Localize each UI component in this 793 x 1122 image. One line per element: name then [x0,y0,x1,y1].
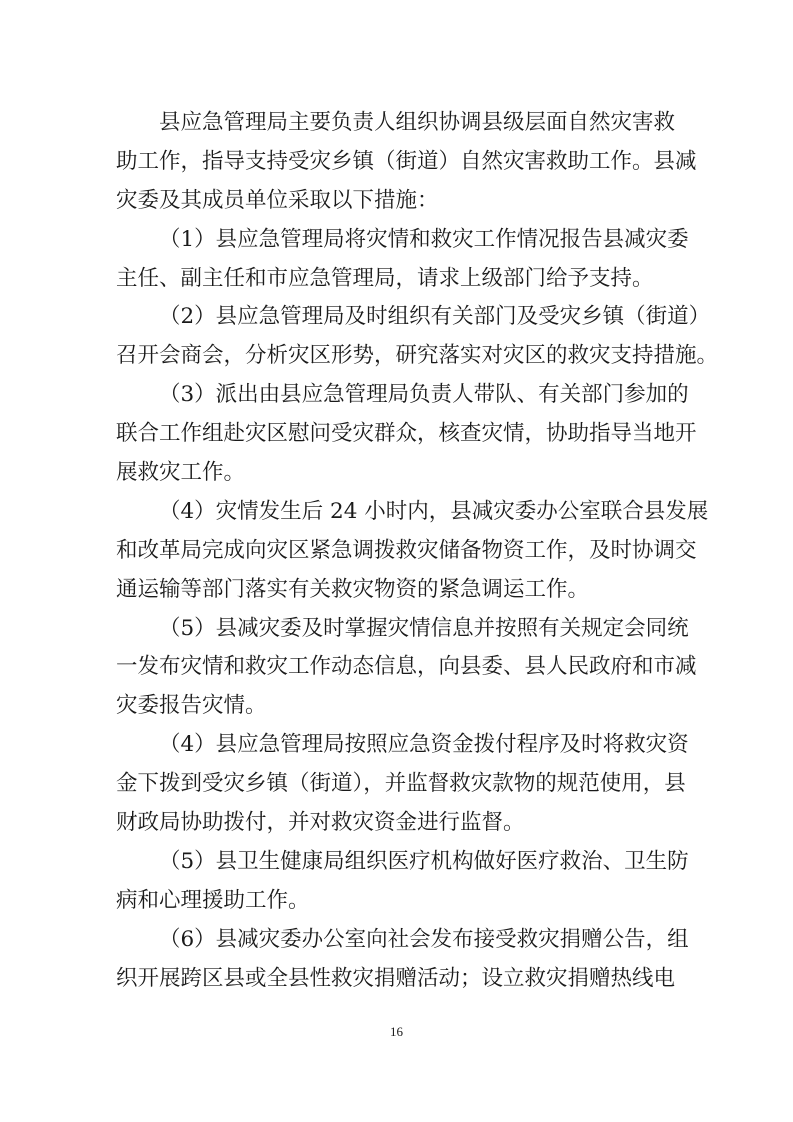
text-line: （6）县减灾委办公室向社会发布接受救灾捐赠公告，组 [159,926,689,952]
text-line: （5）县卫生健康局组织医疗机构做好医疗救治、卫生防 [159,848,689,874]
text-line: 联合工作组赴灾区慰问受灾群众，核查灾情，协助指导当地开 [116,421,697,447]
text-line: （1）县应急管理局将灾情和救灾工作情况报告县减灾委 [159,226,689,252]
paragraph-measure-3 [116,376,697,493]
text-line: 召开会商会，分析灾区形势，研究落实对灾区的救灾支持措施。 [116,343,719,369]
text-line: 灾委报告灾情。 [116,693,267,719]
text-line: 病和心理援助工作。 [116,887,310,913]
text-line: 灾委及其成员单位采取以下措施： [116,187,439,213]
text-line: 和改革局完成向灾区紧急调拨救灾储备物资工作，及时协调交 [116,537,697,563]
paragraph-measure-6 [116,921,689,999]
paragraph-measure-5b [116,843,689,921]
text-line: 助工作，指导支持受灾乡镇（街道）自然灾害救助工作。县减 [116,148,697,174]
text-line: （2）县应急管理局及时组织有关部门及受灾乡镇（街道） [159,304,711,330]
text-line: 通运输等部门落实有关救灾物资的紧急调运工作。 [116,576,590,602]
text-line: 县应急管理局主要负责人组织协调县级层面自然灾害救 [159,110,676,135]
text-line: 一发布灾情和救灾工作动态信息，向县委、县人民政府和市减 [116,654,697,680]
text-line: 主任、副主任和市应急管理局，请求上级部门给予支持。 [116,265,654,291]
paragraph-measure-1 [116,221,689,299]
text-line: （3）派出由县应急管理局负责人带队、有关部门参加的 [159,382,689,408]
text-line: 展救灾工作。 [116,460,246,486]
text-line: （4）县应急管理局按照应急资金拨付程序及时将救灾资 [159,732,689,758]
page-number: 16 [390,1024,403,1039]
paragraph-measure-2 [116,298,719,376]
text-line: 金下拨到受灾乡镇（街道），并监督救灾款物的规范使用，县 [116,771,686,797]
body-text [116,104,719,998]
paragraph-measure-4b [116,726,689,843]
paragraph-measure-4 [116,493,709,610]
text-line: 织开展跨区县或全县性救灾捐赠活动；设立救灾捐赠热线电 [116,965,676,991]
text-line: 财政局协助拨付，并对救灾资金进行监督。 [116,810,525,836]
paragraph-measure-5 [116,610,697,727]
text-line: （4）灾情发生后 24 小时内，县减灾委办公室联合县发展 [159,498,709,524]
paragraph-intro [116,104,697,221]
text-line: （5）县减灾委及时掌握灾情信息并按照有关规定会同统 [159,615,689,641]
